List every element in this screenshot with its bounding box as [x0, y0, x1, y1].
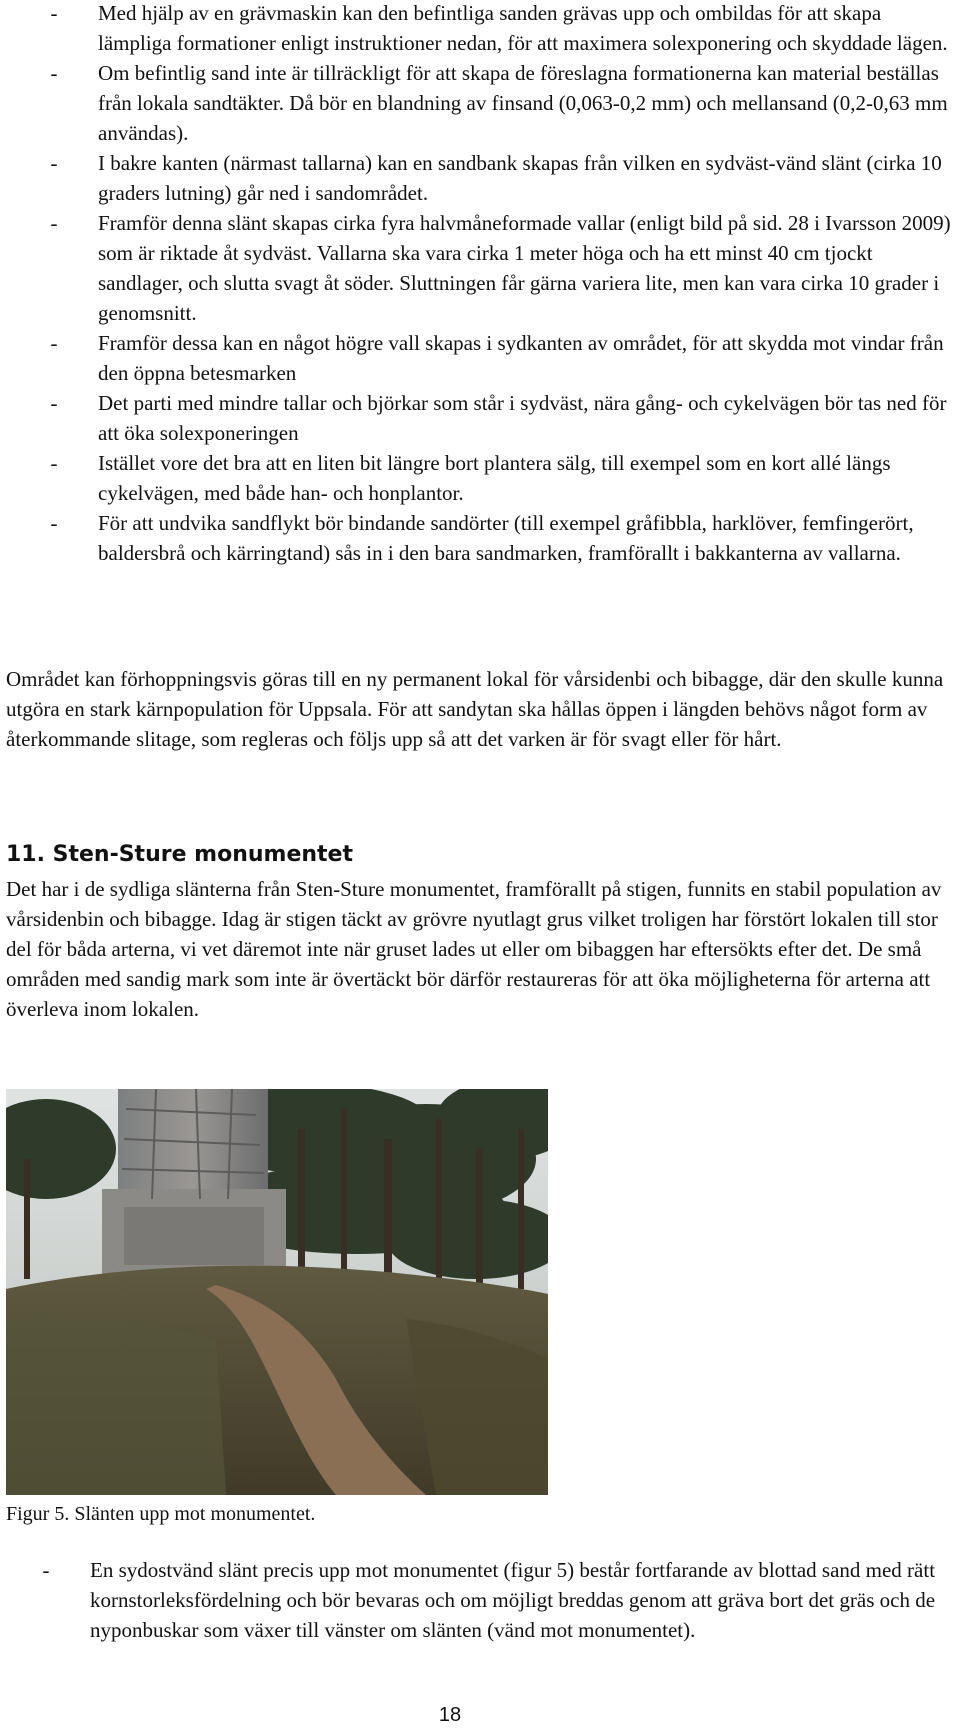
restoration-list	[0, 1555, 960, 1645]
bullet-dash: -	[50, 151, 58, 175]
list-item	[0, 58, 960, 148]
list-item	[0, 148, 960, 208]
list-item-text: Om befintlig sand inte är tillräckligt för att skapa de föreslagna formationerna kan material beställas från lokala sandtäkter. Då bör en blandning av finsand (0,063-0,2 mm) och mellansand (0,2-0,63 mm användas).	[98, 61, 948, 145]
list-item	[0, 208, 960, 328]
body-paragraph: Området kan förhoppningsvis göras till en ny permanent lokal för vårsidenbi och bibagge, där den skulle kunna utgöra en stark kärnpopulation för Uppsala. För att sandytan ska hållas öppen i längden behövs något form av återkommande slitage, som regleras och följs upp så att det varken är för svagt eller för hårt.	[6, 667, 944, 751]
bullet-dash: -	[50, 391, 58, 415]
list-item	[0, 388, 960, 448]
list-item	[0, 328, 960, 388]
bullet-dash: -	[50, 211, 58, 235]
recommendation-list	[0, 0, 960, 568]
list-item	[0, 448, 960, 508]
list-item-text: För att undvika sandflykt bör bindande sandörter (till exempel gråfibbla, harklöver, femfingerört, baldersbrå och kärringtand) sås in i den bara sandmarken, framförallt i bakkanterna av vallarna.	[98, 511, 914, 565]
bullet-dash: -	[50, 61, 58, 85]
bullet-dash: -	[50, 331, 58, 355]
bullet-dash: -	[50, 1, 58, 25]
list-item-text: Med hjälp av en grävmaskin kan den befintliga sanden grävas upp och ombildas för att skapa lämpliga formationer enligt instruktioner nedan, för att maximera solexponering och skyddade lägen.	[98, 1, 948, 55]
list-item	[0, 508, 960, 568]
bullet-dash: -	[42, 1558, 50, 1582]
list-item-text: Framför denna slänt skapas cirka fyra halvmåneformade vallar (enligt bild på sid. 28 i Ivarsson 2009) som är riktade åt sydväst. Vallarna ska vara cirka 1 meter höga och ha ett minst 40 cm tjockt sandlager, och slutta svagt åt söder. Sluttningen får gärna variera lite, men kan vara cirka 10 grader i genomsnitt.	[98, 211, 951, 325]
page-number: 18	[438, 1704, 462, 1726]
bullet-dash: -	[50, 451, 58, 475]
list-item-text: Det parti med mindre tallar och björkar som står i sydväst, nära gång- och cykelvägen bör tas ned för att öka solexponeringen	[98, 391, 947, 445]
bullet-dash: -	[50, 511, 58, 535]
body-paragraph: Det har i de sydliga slänterna från Sten-Sture monumentet, framförallt på stigen, funnits en stabil population av vårsidenbin och bibagge. Idag är stigen täckt av grövre nyutlagt grus vilket troligen har förstört lokalen till stor del för båda arterna, vi vet däremot inte när gruset lades ut eller om bibaggen har eftersökts efter det. De små områden med sandig mark som inte är övertäckt bör därför restaureras för att öka möjligheterna för arterna att överleva inom lokalen.	[6, 877, 942, 1021]
list-item-text: I bakre kanten (närmast tallarna) kan en sandbank skapas från vilken en sydväst-vänd slänt (cirka 10 graders lutning) går ned i sandområdet.	[98, 151, 942, 205]
monument-slope-photo	[6, 1089, 548, 1495]
section-heading: 11. Sten-Sture monumentet	[6, 842, 353, 867]
list-item	[0, 0, 960, 58]
list-item-text: En sydostvänd slänt precis upp mot monumentet (figur 5) består fortfarande av blottad sand med rätt kornstorleksfördelning och bör bevaras och om möjligt breddas genom att gräva bort det gräs och de nyponbuskar som växer till vänster om slänten (vänd mot monumentet).	[90, 1558, 936, 1642]
list-item-text: Framför dessa kan en något högre vall skapas i sydkanten av området, för att skydda mot vindar från den öppna betesmarken	[98, 331, 944, 385]
list-item	[0, 1555, 960, 1645]
list-item-text: Istället vore det bra att en liten bit längre bort plantera sälg, till exempel som en kort allé längs cykelvägen, med både han- och honplantor.	[98, 451, 891, 505]
figure-caption: Figur 5. Slänten upp mot monumentet.	[6, 1503, 316, 1525]
